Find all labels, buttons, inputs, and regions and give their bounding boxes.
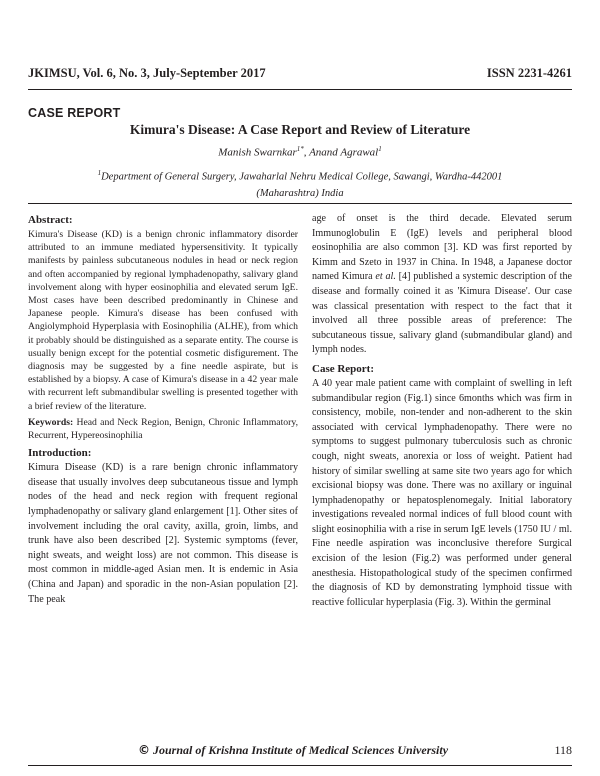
author-name: Manish Swarnkar <box>218 146 297 159</box>
article-title: Kimura's Disease: A Case Report and Review of Literature <box>129 122 471 137</box>
intro-etal: et al. <box>375 271 396 283</box>
author-separator: , <box>303 146 310 159</box>
running-footer <box>28 743 572 761</box>
keywords-list: Head and Neck Region, Benign, Chronic Inflammatory, Recurrent, Hypereosinophilia <box>28 416 298 442</box>
affiliation <box>60 165 540 202</box>
header-rule <box>28 89 572 90</box>
case-report-heading: Case Report: <box>312 362 375 375</box>
affiliation-line: Department of General Surgery, Jawaharlal Nehru Medical College, Sawangi, Wardha-442001 <box>101 171 503 183</box>
section-divider <box>28 203 572 204</box>
journal-citation: JKIMSU, Vol. 6, No. 3, July-September 2017 <box>28 66 266 80</box>
keywords <box>28 416 298 442</box>
affiliation-mark: 1 <box>97 169 102 177</box>
affiliation-line: (Maharashtra) India <box>256 187 344 199</box>
author-affiliation-mark: 1 <box>378 145 382 153</box>
introduction-paragraph-continued <box>312 212 572 358</box>
abstract-heading: Abstract: <box>28 214 73 226</box>
introduction-heading: Introduction: <box>28 447 92 460</box>
author-name: Anand Agrawal <box>309 146 379 159</box>
keywords-label: Keywords: <box>28 416 74 428</box>
intro-text: age of onset is the third decade. Elevated serum Immunoglobulin E (IgE) levels and peripheral blood eosinophilia are also common [3]. KD was first reported by Kimm and Szeto in 1937 in China. In 1948, a Japanese doctor named Kimura <box>312 213 572 283</box>
footer-journal <box>138 743 448 758</box>
left-column <box>28 212 298 607</box>
footer-rule <box>28 765 572 766</box>
footer-journal-name: Journal of Krishna Institute of Medical Sciences University <box>150 743 449 757</box>
issn: ISSN 2231-4261 <box>486 66 572 80</box>
case-report-paragraph: A 40 year male patient came with complaint of swelling in left submandibular region (Fig.1) since 6months which was firm in consistency, mobile, non-tender and non-adherent to the skin associated with cervical lymphadenopathy. There were no symptoms to suggest pulmonary tuberculosis such as chronic cough, night sweats, anorexia or loss of weight. Patient had history of similar swelling at same site two years ago for which excisional biopsy was done. There was no axillary or inguinal lymphadenopathy or hepatosplenomegaly. Initial laboratory investigations revealed normal indices of full blood count with slight eosinophilia with a rise in serum IgE levels (1750 IU / ml. Fine needle aspiration was inconclusive therefore Surgical excision of the lesion (Fig.2) was performed under general anesthesia. Histopathological study of the specimen confirmed the diagnosis of KD by demonstrating lymphoid tissue with reactive follicular hyperplasia (Fig. 3). Within the germinal <box>312 377 572 608</box>
section-label: CASE REPORT <box>28 106 121 120</box>
author-affiliation-mark: 1* <box>296 145 304 153</box>
abstract-text: Kimura's Disease (KD) is a benign chronic inflammatory disorder attributed to an immune mediated hypersensitivity. It typically manifests by painless subcutaneous nodules in head or neck region and often accompanied by regional lymphadenopathy, salivary gland involvement along with hyper eosinophilia and elevated serum IgE. Most cases have been described predominantly in Chinese and Japanese people. Kimura's disease has been confused with Angiolymphoid Hyperplasia with Eosinophilia (ALHE), from which it probably should be distinguished as a separate entity. The course is usually benign except for the potential cosmetic disfigurement. The diagnosis may be suggested by a fine needle aspirate, but is established by a biopsy. A case of Kimura's disease in a 42 year male with recurrent left submandibular swelling is presented together with a brief review of the literature. <box>28 229 298 412</box>
page-number: 118 <box>554 743 572 757</box>
copyright-icon: © <box>138 743 150 757</box>
introduction-paragraph: Kimura Disease (KD) is a rare benign chronic inflammatory disease that usually involves deep subcutaneous tissue and lymph nodes of the head and neck region with frequent regional lymphadenopathy or salivary gland enlargement [1]. Other sites of involvement including the oral cavity, axilla, groin, limbs, and trunk have also been described [2]. Systemic symptoms (fever, night sweats, and weight loss) are not common. This disease is most common in middle-aged Asian men. It is endemic in Asia (China and Japan) and sporadic in the non-Asian population [2]. The peak <box>28 462 298 605</box>
right-column <box>312 212 572 610</box>
authors <box>0 145 600 159</box>
intro-text: [4] published a systemic description of the disease and formally coined it as 'Kimura Disease'. Our case was classical presentation with respect to the fact that it involved all three possible areas of preference: The subcutaneous tissue, salivary gland (submandibular gland) and lymph nodes. <box>312 271 572 356</box>
running-header <box>28 66 572 86</box>
